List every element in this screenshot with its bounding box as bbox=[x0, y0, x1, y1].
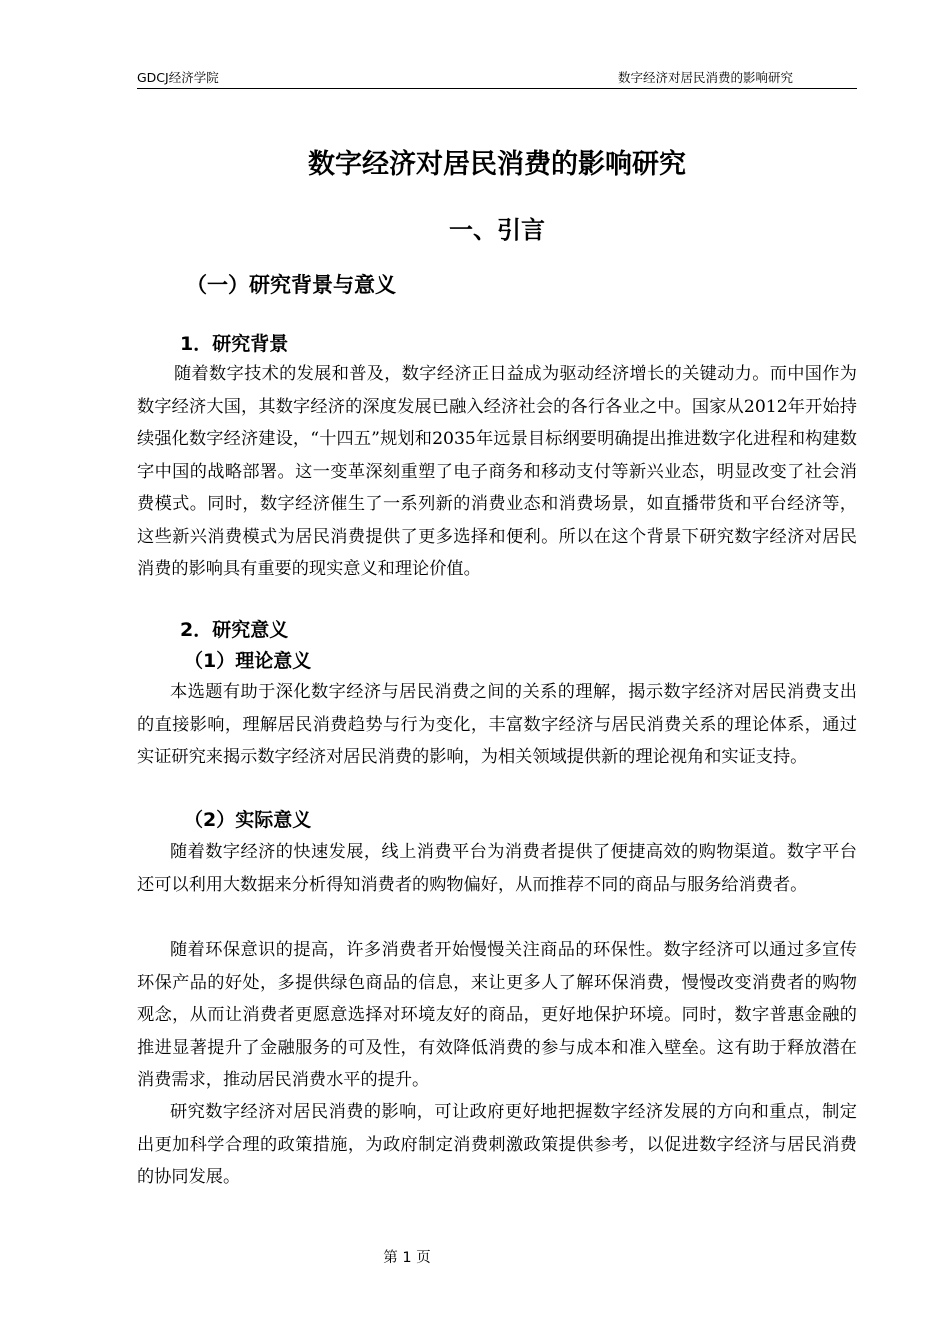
paragraph-background: 随着数字技术的发展和普及，数字经济正日益成为驱动经济增长的关键动力。而中国作为数字经济大国，其数字经济的深度发展已融入经济社会的各行各业之中。国家从2012年开始持续强化数字经济建设，“十四五”规划和2035年远景目标纲要明确提出推进数字化进程和构建数字中国的战略部署。这一变革深刻重塑了电子商务和移动支付等新兴业态，明显改变了社会消费模式。同时，数字经济催生了一系列新的消费业态和消费场景，如直播带货和平台经济等，这些新兴消费模式为居民消费提供了更多选择和便利。所以在这个背景下研究数字经济对居民消费的影响具有重要的现实意义和理论价值。 bbox=[137, 364, 857, 579]
paragraph-practice-2: 随着环保意识的提高，许多消费者开始慢慢关注商品的环保性。数字经济可以通过多宣传环保产品的好处，多提供绿色商品的信息，来让更多人了解环保消费，慢慢改变消费者的购物观念，从而让消费者更愿意选择对环境友好的商品，更好地保护环境。同时，数字普惠金融的推进显著提升了金融服务的可及性，有效降低消费的参与成本和准入壁垒。这有助于释放潜在消费需求，推动居民消费水平的提升。 bbox=[137, 940, 857, 1090]
subheading-background: 1．研究背景 bbox=[180, 333, 289, 355]
chapter-heading: 一、引言 bbox=[449, 216, 545, 244]
paragraph-theory: 本选题有助于深化数字经济与居民消费之间的关系的理解，揭示数字经济对居民消费支出的直接影响，理解居民消费趋势与行为变化，丰富数字经济与居民消费关系的理论体系，通过实证研究来揭示数字经济对居民消费的影响，为相关领域提供新的理论视角和实证支持。 bbox=[137, 682, 857, 767]
header-running-title: 数字经济对居民消费的影响研究 bbox=[617, 70, 793, 85]
paragraph-practice-1: 随着数字经济的快速发展，线上消费平台为消费者提供了便捷高效的购物渠道。数字平台还可以利用大数据来分析得知消费者的购物偏好，从而推荐不同的商品与服务给消费者。 bbox=[137, 842, 857, 895]
subheading-significance: 2．研究意义 bbox=[180, 619, 289, 641]
header-institution: GDCJ经济学院 bbox=[137, 70, 219, 85]
section-heading: （一）研究背景与意义 bbox=[186, 273, 396, 297]
paragraph-practice-3: 研究数字经济对居民消费的影响，可让政府更好地把握数字经济发展的方向和重点，制定出更加科学合理的政策措施，为政府制定消费刺激政策提供参考，以促进数字经济与居民消费的协同发展。 bbox=[137, 1102, 857, 1187]
page-header bbox=[137, 70, 857, 89]
subheading-practice: （2）实际意义 bbox=[184, 809, 312, 831]
document-title: 数字经济对居民消费的影响研究 bbox=[308, 149, 686, 180]
page-number: 第 1 页 bbox=[383, 1250, 431, 1266]
subheading-theory: （1）理论意义 bbox=[184, 650, 312, 672]
